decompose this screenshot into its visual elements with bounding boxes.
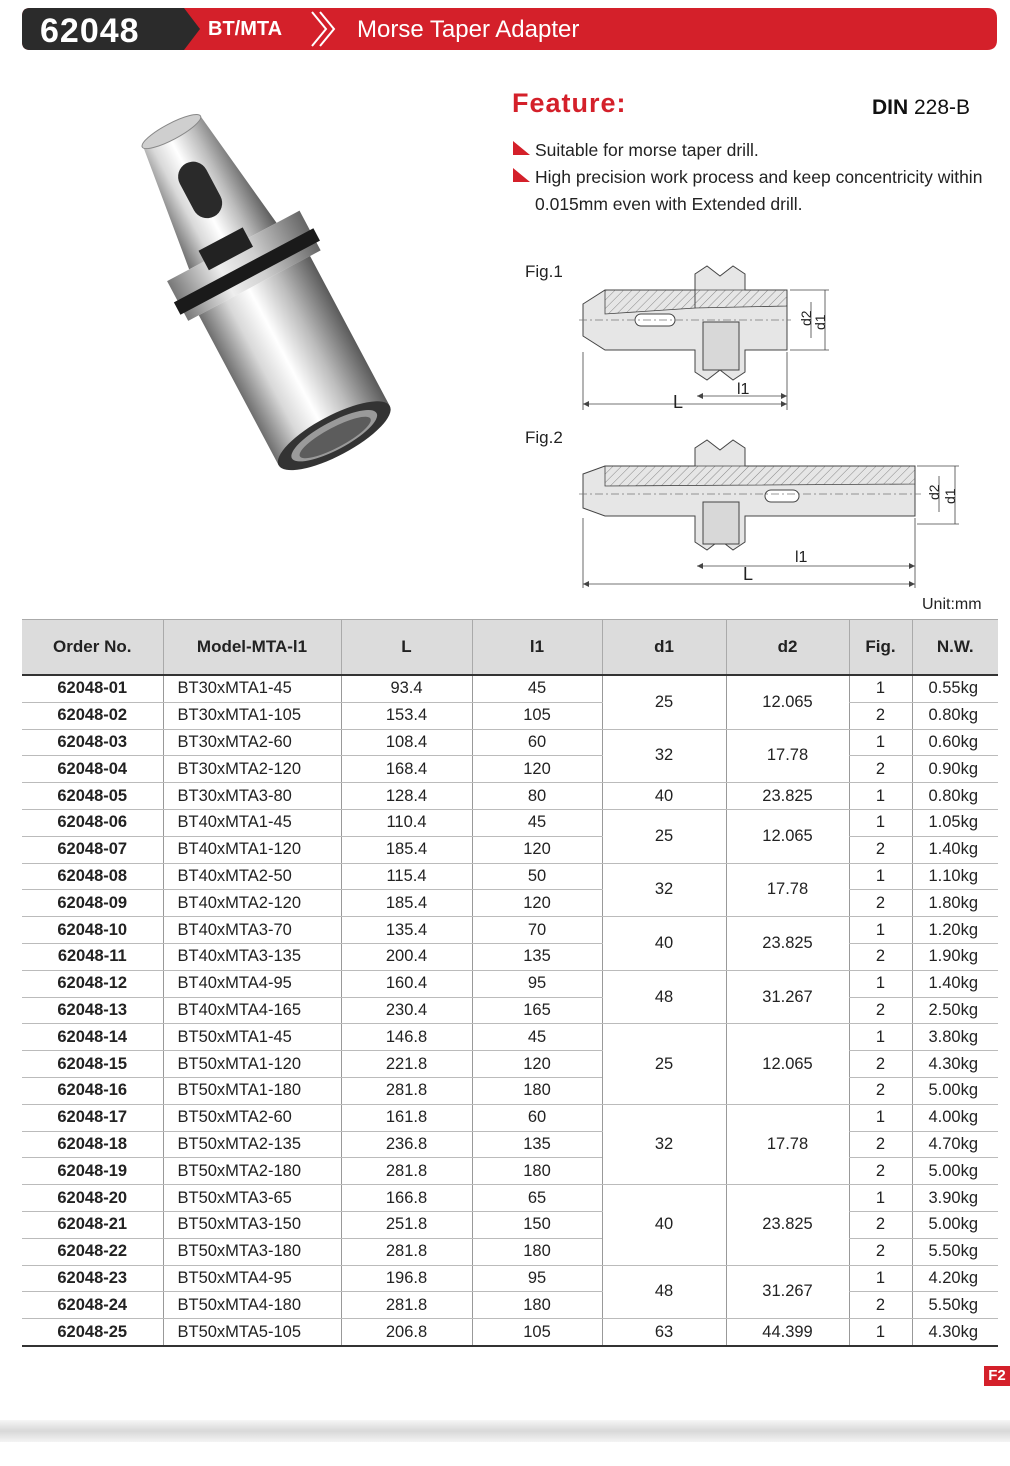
order-no-cell: 62048-07: [22, 836, 163, 863]
fig1-dim-l1: l1: [737, 381, 750, 398]
nw-cell: 1.10kg: [912, 863, 998, 890]
d2-cell: 23.825: [726, 917, 849, 971]
nw-cell: 0.60kg: [912, 729, 998, 756]
d1-cell: 25: [602, 809, 726, 863]
order-no-cell: 62048-08: [22, 863, 163, 890]
fig-cell: 1: [849, 729, 912, 756]
nw-cell: 2.50kg: [912, 997, 998, 1024]
l1-cell: 180: [472, 1077, 602, 1104]
nw-cell: 0.90kg: [912, 756, 998, 783]
nw-cell: 4.30kg: [912, 1051, 998, 1078]
model-cell: BT40xMTA2-120: [163, 890, 341, 917]
l1-cell: 80: [472, 783, 602, 810]
order-no-cell: 62048-06: [22, 809, 163, 836]
nw-cell: 1.40kg: [912, 970, 998, 997]
order-no-cell: 62048-05: [22, 783, 163, 810]
model-cell: BT50xMTA1-45: [163, 1024, 341, 1051]
nw-cell: 1.20kg: [912, 917, 998, 944]
model-cell: BT50xMTA2-135: [163, 1131, 341, 1158]
fig-cell: 1: [849, 809, 912, 836]
l1-cell: 105: [472, 1319, 602, 1346]
L-cell: 281.8: [341, 1158, 472, 1185]
order-no-cell: 62048-14: [22, 1024, 163, 1051]
fig-cell: 2: [849, 836, 912, 863]
L-cell: 230.4: [341, 997, 472, 1024]
L-cell: 206.8: [341, 1319, 472, 1346]
nw-cell: 5.00kg: [912, 1158, 998, 1185]
order-no-cell: 62048-09: [22, 890, 163, 917]
model-cell: BT40xMTA2-50: [163, 863, 341, 890]
nw-cell: 4.00kg: [912, 1104, 998, 1131]
order-no-cell: 62048-04: [22, 756, 163, 783]
feature-title: Feature:: [512, 88, 627, 118]
fig-cell: 2: [849, 1077, 912, 1104]
order-no-cell: 62048-03: [22, 729, 163, 756]
L-cell: 160.4: [341, 970, 472, 997]
bullet-triangle-icon: [513, 168, 530, 182]
model-cell: BT40xMTA3-70: [163, 917, 341, 944]
l1-cell: 165: [472, 997, 602, 1024]
fig2-dim-d1: d1: [942, 488, 958, 504]
product-title: Morse Taper Adapter: [357, 16, 580, 43]
nw-cell: 5.00kg: [912, 1211, 998, 1238]
fig-cell: 1: [849, 917, 912, 944]
order-no-cell: 62048-20: [22, 1185, 163, 1212]
d2-cell: 31.267: [726, 1265, 849, 1319]
model-cell: BT30xMTA2-60: [163, 729, 341, 756]
model-cell: BT50xMTA2-60: [163, 1104, 341, 1131]
header-d1: d1: [602, 620, 726, 676]
l1-cell: 180: [472, 1238, 602, 1265]
table-row: [22, 997, 998, 1024]
table-row: [22, 1292, 998, 1319]
nw-cell: 1.80kg: [912, 890, 998, 917]
fig-cell: 2: [849, 1238, 912, 1265]
order-no-cell: 62048-11: [22, 943, 163, 970]
table-row: [22, 1185, 998, 1212]
model-cell: BT50xMTA4-95: [163, 1265, 341, 1292]
fig1-dim-d2: d2: [798, 310, 814, 326]
table-row: [22, 863, 998, 890]
model-cell: BT30xMTA2-120: [163, 756, 341, 783]
order-no-cell: 62048-01: [22, 675, 163, 702]
fig-cell: 1: [849, 783, 912, 810]
L-cell: 108.4: [341, 729, 472, 756]
L-cell: 221.8: [341, 1051, 472, 1078]
fig-cell: 2: [849, 1292, 912, 1319]
header-model: Model-MTA-l1: [163, 620, 341, 676]
fig-cell: 2: [849, 1131, 912, 1158]
table-row: [22, 1077, 998, 1104]
d2-cell: 17.78: [726, 729, 849, 783]
header-fig: Fig.: [849, 620, 912, 676]
fig-cell: 1: [849, 675, 912, 702]
table-row: [22, 1051, 998, 1078]
table-row: [22, 756, 998, 783]
fig-cell: 2: [849, 702, 912, 729]
fig-cell: 1: [849, 1024, 912, 1051]
table-row: [22, 917, 998, 944]
nw-cell: 4.70kg: [912, 1131, 998, 1158]
fig-cell: 2: [849, 756, 912, 783]
L-cell: 128.4: [341, 783, 472, 810]
d1-cell: 48: [602, 1265, 726, 1319]
fig2-drawing: [575, 436, 965, 591]
d1-cell: 40: [602, 1185, 726, 1265]
table-row: [22, 1024, 998, 1051]
header-L: L: [341, 620, 472, 676]
L-cell: 161.8: [341, 1104, 472, 1131]
fig1-drawing: [575, 262, 835, 412]
header-bar: [22, 8, 997, 50]
l1-cell: 60: [472, 729, 602, 756]
unit-label: Unit:mm: [922, 596, 982, 613]
nw-cell: 4.30kg: [912, 1319, 998, 1346]
l1-cell: 120: [472, 756, 602, 783]
model-cell: BT50xMTA3-65: [163, 1185, 341, 1212]
table-row: [22, 1158, 998, 1185]
l1-cell: 135: [472, 943, 602, 970]
model-cell: BT40xMTA4-165: [163, 997, 341, 1024]
fig-cell: 2: [849, 1158, 912, 1185]
L-cell: 153.4: [341, 702, 472, 729]
model-cell: BT50xMTA1-120: [163, 1051, 341, 1078]
d2-cell: 44.399: [726, 1319, 849, 1346]
fig2-dim-l1: l1: [795, 549, 808, 566]
l1-cell: 45: [472, 1024, 602, 1051]
nw-cell: 1.40kg: [912, 836, 998, 863]
page-tag: F2: [984, 1366, 1010, 1386]
d1-cell: 40: [602, 783, 726, 810]
fig-cell: 2: [849, 890, 912, 917]
nw-cell: 5.50kg: [912, 1292, 998, 1319]
feature-item: [513, 164, 1008, 218]
din-standard-label: DIN: [872, 96, 909, 119]
l1-cell: 65: [472, 1185, 602, 1212]
d1-cell: 25: [602, 1024, 726, 1104]
table-row: [22, 1131, 998, 1158]
L-cell: 135.4: [341, 917, 472, 944]
feature-item: [513, 137, 1008, 164]
model-cell: BT40xMTA1-45: [163, 809, 341, 836]
footer-bar: [0, 1420, 1010, 1442]
order-no-cell: 62048-23: [22, 1265, 163, 1292]
L-cell: 168.4: [341, 756, 472, 783]
d2-cell: 12.065: [726, 1024, 849, 1104]
order-no-cell: 62048-13: [22, 997, 163, 1024]
order-no-cell: 62048-10: [22, 917, 163, 944]
fig1-label: Fig.1: [525, 262, 563, 281]
order-no-cell: 62048-16: [22, 1077, 163, 1104]
table-row: [22, 1319, 998, 1346]
L-cell: 281.8: [341, 1292, 472, 1319]
l1-cell: 60: [472, 1104, 602, 1131]
L-cell: 166.8: [341, 1185, 472, 1212]
fig-cell: 1: [849, 970, 912, 997]
order-no-cell: 62048-24: [22, 1292, 163, 1319]
order-no-cell: 62048-21: [22, 1211, 163, 1238]
nw-cell: 1.90kg: [912, 943, 998, 970]
L-cell: 185.4: [341, 890, 472, 917]
d2-cell: 17.78: [726, 1104, 849, 1184]
nw-cell: 0.80kg: [912, 702, 998, 729]
product-photo: [80, 85, 460, 515]
d2-cell: 23.825: [726, 783, 849, 810]
d2-cell: 23.825: [726, 1185, 849, 1265]
model-cell: BT50xMTA3-150: [163, 1211, 341, 1238]
fig-cell: 2: [849, 997, 912, 1024]
feature-item-text: Suitable for morse taper drill.: [535, 140, 759, 160]
nw-cell: 5.50kg: [912, 1238, 998, 1265]
L-cell: 110.4: [341, 809, 472, 836]
din-standard-number: 228-B: [908, 96, 971, 119]
table-row: [22, 675, 998, 702]
L-cell: 200.4: [341, 943, 472, 970]
fig-cell: 2: [849, 943, 912, 970]
table-body: [22, 675, 998, 1346]
bullet-triangle-icon: [513, 141, 530, 155]
model-cell: BT30xMTA1-45: [163, 675, 341, 702]
l1-cell: 95: [472, 970, 602, 997]
fig-cell: 2: [849, 1211, 912, 1238]
l1-cell: 70: [472, 917, 602, 944]
L-cell: 281.8: [341, 1238, 472, 1265]
order-no-cell: 62048-15: [22, 1051, 163, 1078]
table-row: [22, 970, 998, 997]
table-row: [22, 1265, 998, 1292]
l1-cell: 180: [472, 1292, 602, 1319]
l1-cell: 180: [472, 1158, 602, 1185]
model-cell: BT40xMTA1-120: [163, 836, 341, 863]
table-row: [22, 729, 998, 756]
L-cell: 115.4: [341, 863, 472, 890]
model-cell: BT30xMTA3-80: [163, 783, 341, 810]
fig-cell: 1: [849, 863, 912, 890]
L-cell: 196.8: [341, 1265, 472, 1292]
fig-cell: 1: [849, 1104, 912, 1131]
spec-table: [22, 619, 998, 1347]
L-cell: 93.4: [341, 675, 472, 702]
d1-cell: 32: [602, 1104, 726, 1184]
product-category: BT/MTA: [208, 18, 283, 40]
model-cell: BT30xMTA1-105: [163, 702, 341, 729]
table-row: [22, 943, 998, 970]
d2-cell: 31.267: [726, 970, 849, 1024]
feature-list: [513, 137, 1008, 218]
fig-cell: 2: [849, 1051, 912, 1078]
l1-cell: 45: [472, 675, 602, 702]
table-row: [22, 783, 998, 810]
l1-cell: 50: [472, 863, 602, 890]
nw-cell: 1.05kg: [912, 809, 998, 836]
l1-cell: 120: [472, 890, 602, 917]
header-order-no: Order No.: [22, 620, 163, 676]
nw-cell: 0.80kg: [912, 783, 998, 810]
l1-cell: 150: [472, 1211, 602, 1238]
product-code: 62048: [40, 12, 140, 50]
d1-cell: 32: [602, 863, 726, 917]
model-cell: BT50xMTA1-180: [163, 1077, 341, 1104]
d1-cell: 40: [602, 917, 726, 971]
d2-cell: 12.065: [726, 675, 849, 729]
fig-cell: 1: [849, 1185, 912, 1212]
l1-cell: 95: [472, 1265, 602, 1292]
header-nw: N.W.: [912, 620, 998, 676]
L-cell: 146.8: [341, 1024, 472, 1051]
l1-cell: 120: [472, 836, 602, 863]
header-d2: d2: [726, 620, 849, 676]
order-no-cell: 62048-25: [22, 1319, 163, 1346]
fig-cell: 1: [849, 1265, 912, 1292]
order-no-cell: 62048-19: [22, 1158, 163, 1185]
order-no-cell: 62048-02: [22, 702, 163, 729]
table-row: [22, 702, 998, 729]
d2-cell: 12.065: [726, 809, 849, 863]
fig2-label: Fig.2: [525, 428, 563, 447]
model-cell: BT50xMTA5-105: [163, 1319, 341, 1346]
nw-cell: 4.20kg: [912, 1265, 998, 1292]
d1-cell: 25: [602, 675, 726, 729]
l1-cell: 120: [472, 1051, 602, 1078]
order-no-cell: 62048-18: [22, 1131, 163, 1158]
L-cell: 281.8: [341, 1077, 472, 1104]
order-no-cell: 62048-17: [22, 1104, 163, 1131]
table-row: [22, 890, 998, 917]
nw-cell: 3.90kg: [912, 1185, 998, 1212]
fig2-dim-d2: d2: [926, 484, 942, 500]
L-cell: 236.8: [341, 1131, 472, 1158]
nw-cell: 3.80kg: [912, 1024, 998, 1051]
fig1-dim-d1: d1: [812, 314, 828, 330]
nw-cell: 5.00kg: [912, 1077, 998, 1104]
d2-cell: 17.78: [726, 863, 849, 917]
l1-cell: 45: [472, 809, 602, 836]
table-row: [22, 1211, 998, 1238]
l1-cell: 105: [472, 702, 602, 729]
model-cell: BT40xMTA3-135: [163, 943, 341, 970]
order-no-cell: 62048-22: [22, 1238, 163, 1265]
model-cell: BT50xMTA3-180: [163, 1238, 341, 1265]
order-no-cell: 62048-12: [22, 970, 163, 997]
table-header-row: [22, 620, 998, 676]
fig2-dim-L: L: [743, 564, 754, 584]
table-row: [22, 1104, 998, 1131]
table-row: [22, 1238, 998, 1265]
model-cell: BT50xMTA2-180: [163, 1158, 341, 1185]
nw-cell: 0.55kg: [912, 675, 998, 702]
model-cell: BT50xMTA4-180: [163, 1292, 341, 1319]
fig-cell: 1: [849, 1319, 912, 1346]
din-standard: [872, 96, 970, 120]
l1-cell: 135: [472, 1131, 602, 1158]
L-cell: 251.8: [341, 1211, 472, 1238]
table-row: [22, 836, 998, 863]
model-cell: BT40xMTA4-95: [163, 970, 341, 997]
feature-item-text: High precision work process and keep concentricity within 0.015mm even with Extended drill.: [535, 167, 983, 214]
d1-cell: 48: [602, 970, 726, 1024]
table-row: [22, 809, 998, 836]
d1-cell: 32: [602, 729, 726, 783]
header-l1: l1: [472, 620, 602, 676]
fig1-dim-L: L: [673, 392, 684, 412]
d1-cell: 63: [602, 1319, 726, 1346]
L-cell: 185.4: [341, 836, 472, 863]
